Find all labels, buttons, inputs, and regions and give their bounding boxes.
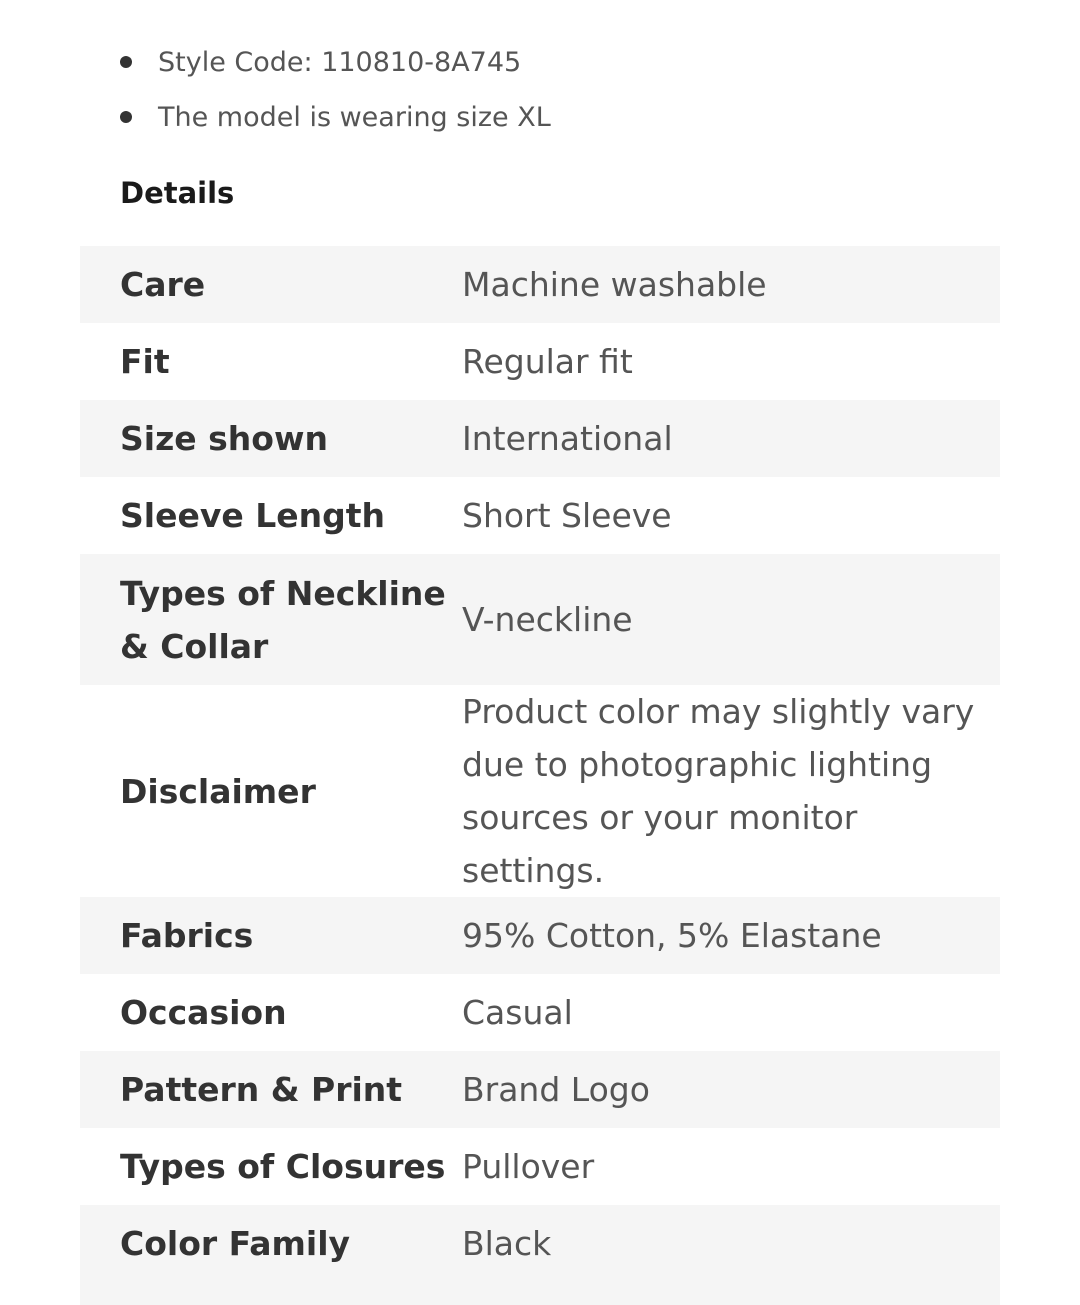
detail-label: Pattern & Print xyxy=(120,1070,403,1109)
detail-value: 95% Cotton, 5% Elastane xyxy=(462,916,882,955)
detail-label: Size shown xyxy=(120,419,328,458)
bullet-icon xyxy=(120,111,132,123)
table-row xyxy=(80,554,1000,685)
model-size-text: The model is wearing size XL xyxy=(158,101,551,133)
detail-value: Black xyxy=(462,1224,552,1263)
table-row xyxy=(80,477,1000,554)
detail-label: Types of Neckline & Collar xyxy=(120,573,446,666)
table-row xyxy=(80,323,1000,400)
table-row xyxy=(80,1051,1000,1128)
detail-value: Regular fit xyxy=(462,342,633,381)
table-row xyxy=(80,897,1000,974)
table-row xyxy=(80,974,1000,1051)
detail-label: Fabrics xyxy=(120,916,254,955)
table-row xyxy=(80,246,1000,323)
detail-value: Product color may slightly vary due to photographic lighting sources or your monitor settings. xyxy=(462,692,975,890)
bullet-icon xyxy=(120,56,132,68)
detail-label: Fit xyxy=(120,342,170,381)
detail-value: Casual xyxy=(462,993,573,1032)
details-table xyxy=(80,246,1000,1305)
product-highlights-list xyxy=(118,40,551,150)
detail-label: Color Family xyxy=(120,1224,351,1263)
list-item xyxy=(118,40,551,84)
detail-label: Types of Closures xyxy=(120,1147,446,1186)
list-item xyxy=(118,84,551,150)
detail-value: Brand Logo xyxy=(462,1070,650,1109)
table-row xyxy=(80,1205,1000,1305)
detail-label: Sleeve Length xyxy=(120,496,386,535)
detail-value: Pullover xyxy=(462,1147,595,1186)
style-code-text: Style Code: 110810-8A745 xyxy=(158,46,522,78)
detail-value: V-neckline xyxy=(462,600,633,639)
table-row xyxy=(80,1128,1000,1205)
table-row xyxy=(80,400,1000,477)
table-row xyxy=(80,685,1000,897)
detail-value: Short Sleeve xyxy=(462,496,672,535)
detail-label: Occasion xyxy=(120,993,287,1032)
details-heading: Details xyxy=(120,176,235,210)
detail-value: Machine washable xyxy=(462,265,767,304)
detail-label: Care xyxy=(120,265,206,304)
detail-value: International xyxy=(462,419,673,458)
detail-label: Disclaimer xyxy=(120,771,316,811)
